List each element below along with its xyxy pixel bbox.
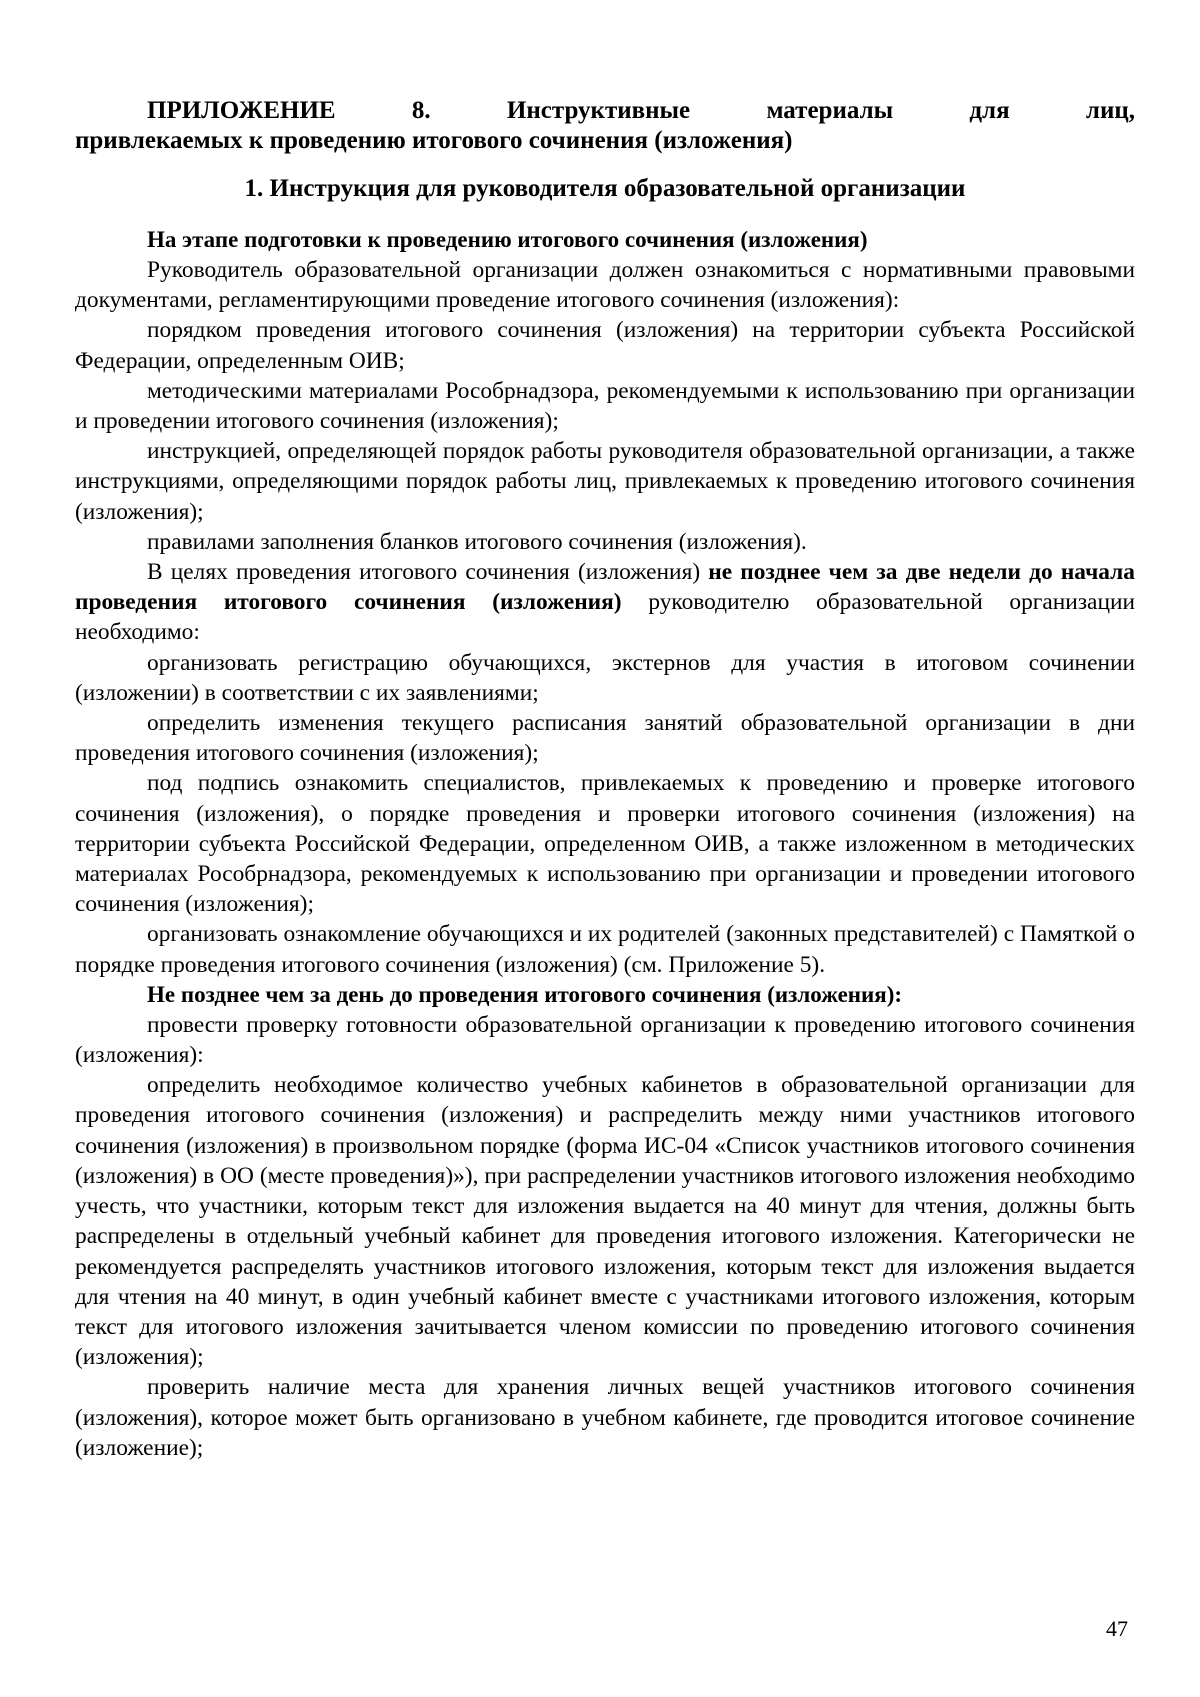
paragraph-blank-rules: правилами заполнения бланков итогового сочинения (изложения).: [147, 528, 807, 555]
paragraph-two-weeks-end: руководителю образовательной организации необходимо:: [75, 589, 1135, 646]
paragraph-two-weeks-deadline: не позднее чем за две недели до начала проведения итогового сочинения (изложения): [75, 559, 1135, 616]
stage-day-before-heading: Не позднее чем за день до проведения итогового сочинения (изложения):: [147, 981, 903, 1007]
appendix-title-continued: привлекаемых к проведению итогового сочинения (изложения): [75, 127, 793, 154]
paragraph-memo: организовать ознакомление обучающихся и их родителей (законных представителей) с Памяткой о порядке проведения итогового сочинения (изложения) (см. Приложение 5).: [75, 921, 1135, 978]
paragraph-storage: проверить наличие места для хранения личных вещей участников итогового сочинения (изложения), которое может быть организовано в учебном кабинете, где проводится итоговое сочинение (изложение);: [75, 1374, 1135, 1461]
paragraph-two-weeks: [75, 557, 1135, 648]
paragraph-readiness: провести проверку готовности образовательной организации к проведению итогового сочинения (изложения):: [75, 1011, 1135, 1069]
paragraph-instructions: инструкцией, определяющей порядок работы руководителя образовательной организации, а также инструкциями, определяющими порядок работы лиц, привлекаемых к проведению итогового сочинения (изложения);: [75, 438, 1135, 525]
appendix-title: ПРИЛОЖЕНИЕ 8. Инструктивные материалы для лиц,: [147, 97, 1135, 124]
section-title: 1. Инструкция для руководителя образовательной организации: [244, 175, 966, 202]
paragraph-methodical: методическими материалами Рособрнадзора, рекомендуемыми к использованию при организации и проведении итогового сочинения (изложения);: [75, 377, 1135, 435]
document-page: [75, 96, 1135, 1463]
paragraph-two-weeks-start: В целях проведения итогового сочинения (изложения): [147, 559, 709, 586]
paragraph-registration: организовать регистрацию обучающихся, экстернов для участия в итоговом сочинении (изложении) в соответствии с их заявлениями;: [75, 649, 1135, 706]
paragraph-schedule: определить изменения текущего расписания занятий образовательной организации в дни проведения итогового сочинения (изложения);: [75, 710, 1135, 767]
paragraph-classrooms: определить необходимое количество учебных кабинетов в образовательной организации для проведения итогового сочинения (изложения) и распределить между ними участников итогового сочинения (изложения) в произвольном порядке (форма ИС-04 «Список участников итогового сочинения (изложения) в ОО (месте проведения)»), при распределении участников итогового изложения необходимо учесть, что участники, которым текст для изложения выдается на 40 минут для чтения, должны быть распределены в отдельный учебный кабинет для проведения итогового изложения. Категорически не рекомендуется распределять участников итогового изложения, которым текст для изложения выдается для чтения на 40 минут, в один учебный кабинет вместе с участниками итогового изложения, которым текст для итогового изложения зачитывается членом комиссии по проведению итогового сочинения (изложения);: [75, 1072, 1135, 1371]
paragraph-specialists: под подпись ознакомить специалистов, привлекаемых к проведению и проверке итогового сочинения (изложения), о порядке проведения и проверки итогового сочинения (изложения) на территории субъекта Российской Федерации, определенном ОИВ, а также изложенном в методических материалах Рособрнадзора, рекомендуемых к использованию при организации и проведении итогового сочинения (изложения);: [75, 770, 1135, 918]
stage-preparation-heading: На этапе подготовки к проведению итогового сочинения (изложения): [147, 227, 868, 252]
paragraph-procedure: порядком проведения итогового сочинения (изложения) на территории субъекта Российской Федерации, определенным ОИВ;: [75, 317, 1135, 374]
page-number: 47: [1106, 1616, 1128, 1641]
paragraph-intro: Руководитель образовательной организации должен ознакомиться с нормативными правовыми документами, регламентирующими проведение итогового сочинения (изложения):: [75, 257, 1135, 314]
